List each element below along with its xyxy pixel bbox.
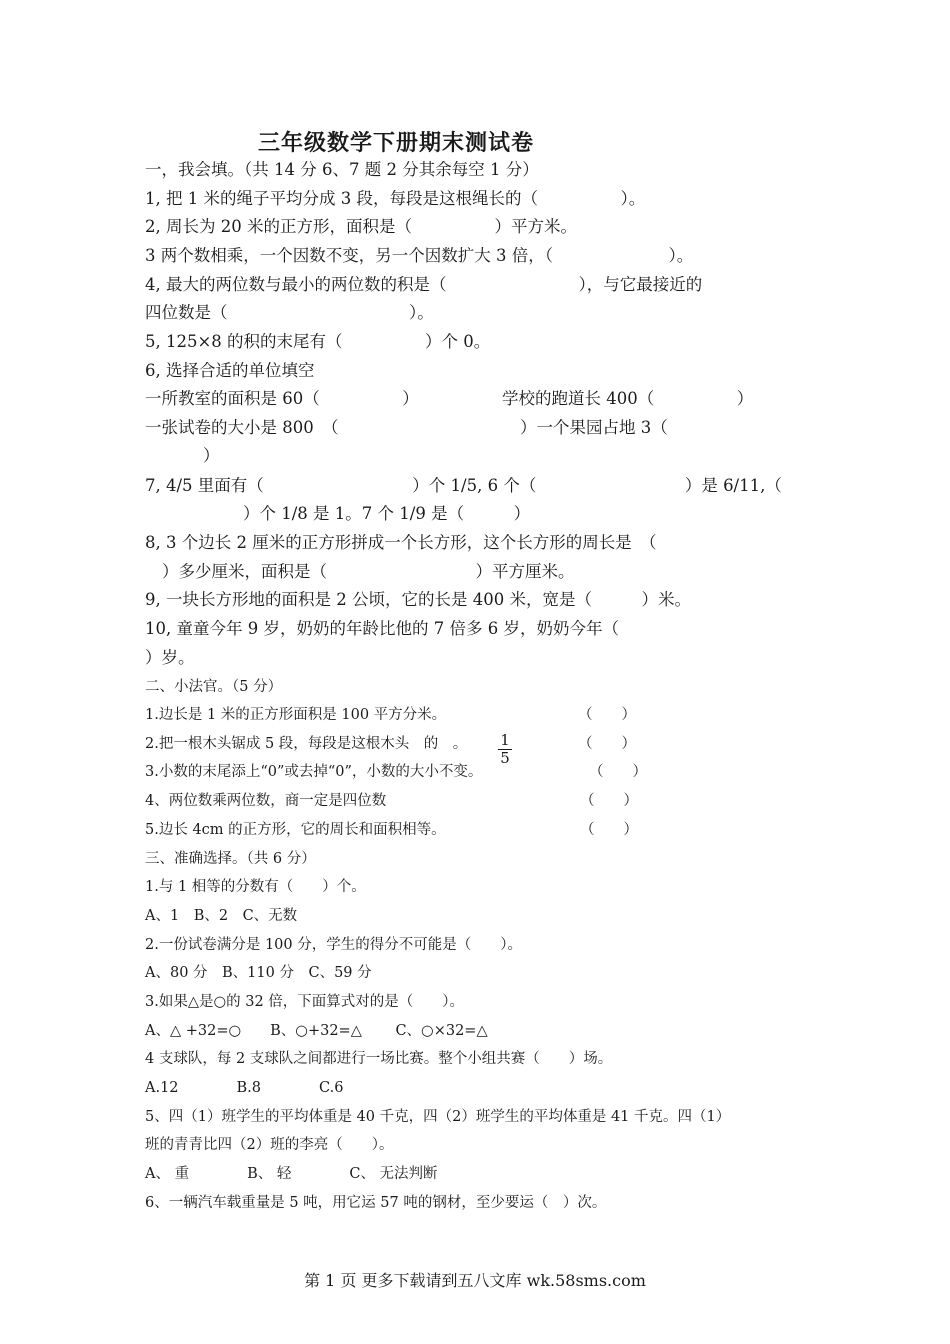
judge-answer-4: （ ） xyxy=(580,793,638,809)
judge-item-2: 2.把一根木头锯成 5 段，每段是这根木头 的 。 xyxy=(145,736,468,752)
choice-options-5: A、 重 B、 轻 C、 无法判断 xyxy=(145,1166,438,1182)
fraction-numerator: 1 xyxy=(498,732,512,750)
question-1-5: 5, 125×8 的积的末尾有（ ）个 0。 xyxy=(145,332,491,351)
choice-question-5-line2: 班的青青比四（2）班的李亮（ ）。 xyxy=(145,1137,394,1153)
fraction-one-fifth xyxy=(498,732,512,767)
question-1-6-b: 学校的跑道长 400（ ） xyxy=(502,389,754,408)
choice-question-6: 6、一辆汽车载重量是 5 吨，用它运 57 吨的钢材，至少要运（ ）次。 xyxy=(145,1195,607,1211)
choice-question-3: 3.如果△是○的 32 倍，下面算式对的是（ ）。 xyxy=(145,994,465,1010)
question-1-9: 9, 一块长方形地的面积是 2 公顷，它的长是 400 米，宽是（ ）米。 xyxy=(145,590,691,609)
page-footer: 第 1 页 更多下载请到五八文库 wk.58sms.com xyxy=(304,1271,646,1290)
choice-options-2: A、80 分 B、110 分 C、59 分 xyxy=(145,965,372,981)
question-1-7-line1: 7, 4/5 里面有（ ）个 1/5, 6 个（ ）是 6/11,（ xyxy=(145,476,782,495)
judge-item-3: 3.小数的末尾添上“0”或去掉“0”，小数的大小不变。 xyxy=(145,764,483,780)
question-1-6-c: 一张试卷的大小是 800 （ ）一个果园占地 3（ xyxy=(145,418,668,437)
section1-heading: 一，我会填。（共 14 分 6、7 题 2 分其余每空 1 分） xyxy=(145,160,539,179)
question-1-8-line2: ）多少厘米，面积是（ ）平方厘米。 xyxy=(162,562,575,581)
question-1-6-d: ） xyxy=(203,446,220,465)
question-1-3: 3 两个数相乘，一个因数不变，另一个因数扩大 3 倍，（ ）。 xyxy=(145,246,694,265)
judge-answer-3: （ ） xyxy=(589,764,647,780)
choice-question-2: 2.一份试卷满分是 100 分，学生的得分不可能是（ ）。 xyxy=(145,937,522,953)
choice-options-4: A.12 B.8 C.6 xyxy=(145,1080,344,1096)
section2-heading: 二、小法官。（5 分） xyxy=(145,679,283,695)
choice-question-4: 4 支球队，每 2 支球队之间都进行一场比赛。整个小组共赛（ ）场。 xyxy=(145,1051,613,1067)
question-1-4-line2: 四位数是（ ）。 xyxy=(145,303,434,322)
judge-item-1: 1.边长是 1 米的正方形面积是 100 平方分米。 xyxy=(145,707,447,723)
question-1-10-line1: 10, 童童今年 9 岁，奶奶的年龄比他的 7 倍多 6 岁，奶奶今年（ xyxy=(145,619,619,638)
question-1-6-a: 一所教室的面积是 60（ ） xyxy=(145,389,419,408)
page-title: 三年级数学下册期末测试卷 xyxy=(258,130,535,156)
question-1-4-line1: 4, 最大的两位数与最小的两位数的积是（ ），与它最接近的 xyxy=(145,275,703,294)
question-1-6: 6, 选择合适的单位填空 xyxy=(145,361,315,380)
choice-question-1: 1.与 1 相等的分数有（ ）个。 xyxy=(145,879,366,895)
question-1-2: 2, 周长为 20 米的正方形，面积是（ ）平方米。 xyxy=(145,217,577,236)
choice-options-1: A、1 B、2 C、无数 xyxy=(145,908,298,924)
judge-item-5: 5.边长 4cm 的正方形，它的周长和面积相等。 xyxy=(145,822,446,838)
question-1-1: 1, 把 1 米的绳子平均分成 3 段，每段是这根绳长的（ ）。 xyxy=(145,189,646,208)
question-1-10-line2: ）岁。 xyxy=(145,648,195,667)
choice-options-3: A、△ +32=○ B、○+32=△ C、○×32=△ xyxy=(145,1023,488,1039)
judge-item-4: 4、两位数乘两位数，商一定是四位数 xyxy=(145,793,387,809)
question-1-8-line1: 8, 3 个边长 2 厘米的正方形拼成一个长方形，这个长方形的周长是 （ xyxy=(145,533,657,552)
judge-answer-5: （ ） xyxy=(580,822,638,838)
section3-heading: 三、准确选择。（共 6 分） xyxy=(145,851,316,867)
fraction-denominator: 5 xyxy=(500,749,510,767)
judge-answer-2: （ ） xyxy=(578,736,636,752)
judge-answer-1: （ ） xyxy=(578,707,636,723)
question-1-7-line2: ）个 1/8 是 1。7 个 1/9 是（ ） xyxy=(243,504,531,523)
choice-question-5-line1: 5、四（1）班学生的平均体重是 40 千克，四（2）班学生的平均体重是 41 千克。四（1） xyxy=(145,1109,731,1125)
